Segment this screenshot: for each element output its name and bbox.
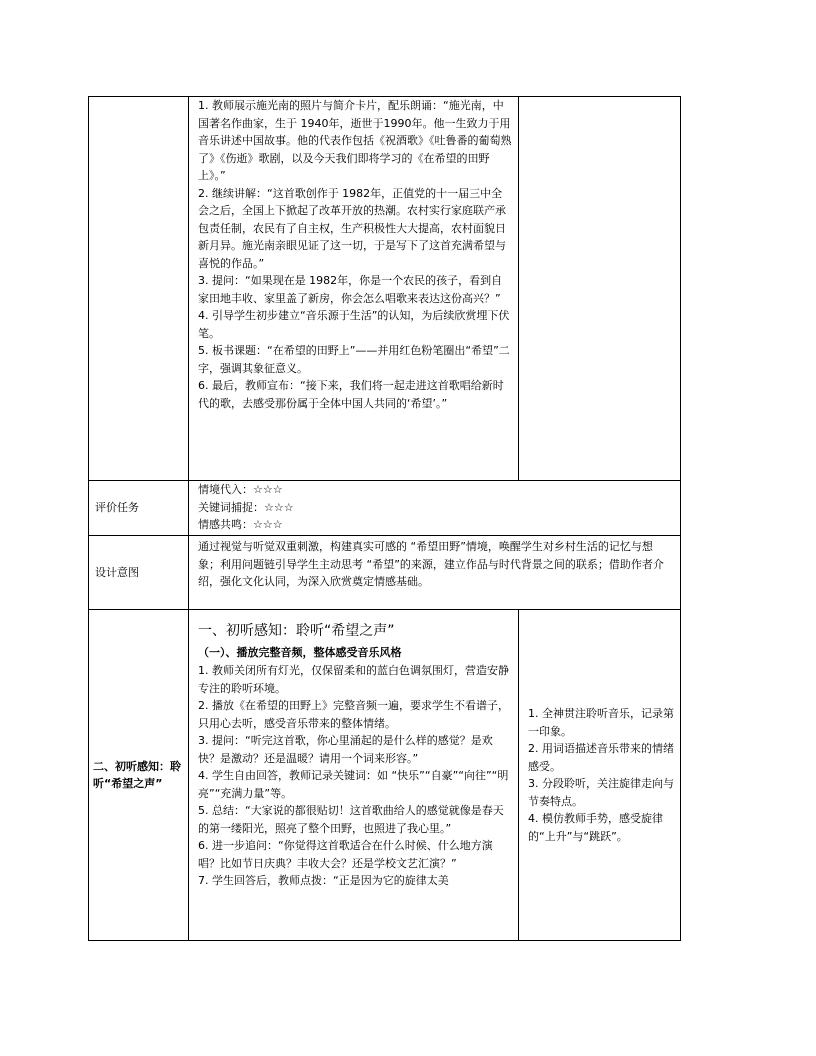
listening-paragraph: 5. 总结：“大家说的都很贴切！这首歌曲给人的感觉就像是春天的第一缕阳光，照亮了整个田野，也照进了我心里。” — [198, 804, 504, 835]
intro-side-cell — [519, 97, 681, 481]
listening-paragraph: 6. 进一步追问：“你觉得这首歌适合在什么时候、什么地方演唱？比如节日庆典？丰收大会？还是学校文艺汇演？” — [198, 839, 493, 870]
listening-paragraph: 7. 学生回答后，教师点拨：“正是因为它的旋律太美 — [198, 874, 449, 887]
listening-label-cell — [89, 610, 189, 941]
intro-paragraphs — [189, 97, 518, 412]
design-label: 设计意图 — [95, 565, 139, 579]
listening-paragraph: 2. 播放《在希望的田野上》完整音频一遍，要求学生不看谱子，只用心去听，感受音乐带来的整体情绪。 — [198, 699, 509, 730]
design-label-cell — [89, 536, 189, 610]
evaluation-lines — [189, 481, 680, 534]
listening-content-cell — [189, 610, 519, 941]
intro-paragraph: 3. 提问：“如果现在是 1982年，你是一个农民的孩子，看到自家田地丰收、家里盖了新房，你会怎么唱歌来表达这份高兴？” — [198, 274, 503, 305]
intro-paragraph: 5. 板书课题：“在希望的田野上”——并用红色粉笔圈出“希望”二字，强调其象征意义。 — [198, 344, 510, 375]
design-content-cell — [189, 536, 681, 610]
evaluation-line: 情感共鸣：☆☆☆ — [198, 518, 283, 531]
intro-row — [89, 97, 681, 481]
evaluation-label-cell — [89, 481, 189, 536]
student-activity: 1. 全神贯注聆听音乐，记录第一印象。 — [528, 707, 674, 738]
lesson-plan-table — [88, 96, 681, 941]
evaluation-row — [89, 481, 681, 536]
evaluation-line: 关键词捕捉：☆☆☆ — [198, 500, 294, 514]
intro-content-cell — [189, 97, 519, 481]
intro-paragraph: 2. 继续讲解：“这首歌创作于 1982年，正值党的十一届三中全会之后，全国上下掀起了改革开放的热潮。农村实行家庭联产承包责任制，农民有了自主权，生产积极性大大提高，农村面貌日新月异。施光南亲眼见证了这一切，于是写下了这首充满希望与喜悦的作品。” — [198, 186, 506, 270]
evaluation-content-cell — [189, 481, 681, 536]
evaluation-label: 评价任务 — [95, 501, 139, 515]
design-text: 通过视觉与听觉双重刺激，构建真实可感的 “希望田野”情境，唤醒学生对乡村生活的记忆与想象；利用问题链引导学生主动思考 “希望”的来源，建立作品与时代背景之间的联系；借助作者介绍，强化文化认同，为深入欣赏奠定情感基础。 — [198, 540, 664, 588]
sub-section-title: （一）、播放完整音频，整体感受音乐风格 — [198, 646, 402, 659]
listening-paragraph: 4. 学生自由回答，教师记录关键词：如 “快乐”“自豪”“向往”“明亮”“充满力量”等。 — [198, 769, 509, 800]
listening-side-cell — [519, 610, 681, 941]
section-title: 一、初听感知：聆听“希望之声” — [198, 623, 395, 639]
intro-label-cell — [89, 97, 189, 481]
student-activity: 2. 用词语描述音乐带来的情绪感受。 — [528, 742, 674, 773]
student-activity: 4. 模仿教师手势，感受旋律的“上升”与“跳跃”。 — [528, 812, 663, 843]
listening-label: 二、初听感知：聆听“希望之声” — [93, 759, 181, 790]
listening-row — [89, 610, 681, 941]
intro-paragraph: 6. 最后，教师宣布：“接下来，我们将一起走进这首歌唱给新时代的歌，去感受那份属于全体中国人共同的‘希望’。” — [198, 379, 504, 410]
student-activity: 3. 分段聆听，关注旋律走向与节奏特点。 — [528, 777, 674, 808]
intro-paragraph: 4. 引导学生初步建立“音乐源于生活”的认知，为后续欣赏埋下伏笔。 — [198, 309, 510, 340]
listening-paragraph: 3. 提问：“听完这首歌，你心里涌起的是什么样的感觉？是欢快？是激动？还是温暖？请用一个词来形容。” — [198, 734, 493, 765]
design-row — [89, 536, 681, 610]
evaluation-line: 情境代入：☆☆☆ — [198, 483, 283, 496]
listening-student-activities — [519, 705, 680, 845]
listening-paragraph: 1. 教师关闭所有灯光，仅保留柔和的蓝白色调氛围灯，营造安静专注的聆听环境。 — [198, 664, 509, 695]
listening-paragraphs — [198, 662, 512, 890]
intro-paragraph: 1. 教师展示施光南的照片与简介卡片，配乐朗诵：“施光南，中国著名作曲家，生于 1940年，逝世于1990年。他一生致力于用音乐讲述中国故事。他的代表作包括《祝酒歌》《吐鲁番的葡萄熟了》《伤逝》歌剧，以及今天我们即将学习的《在希望的田野上》。” — [198, 99, 512, 182]
